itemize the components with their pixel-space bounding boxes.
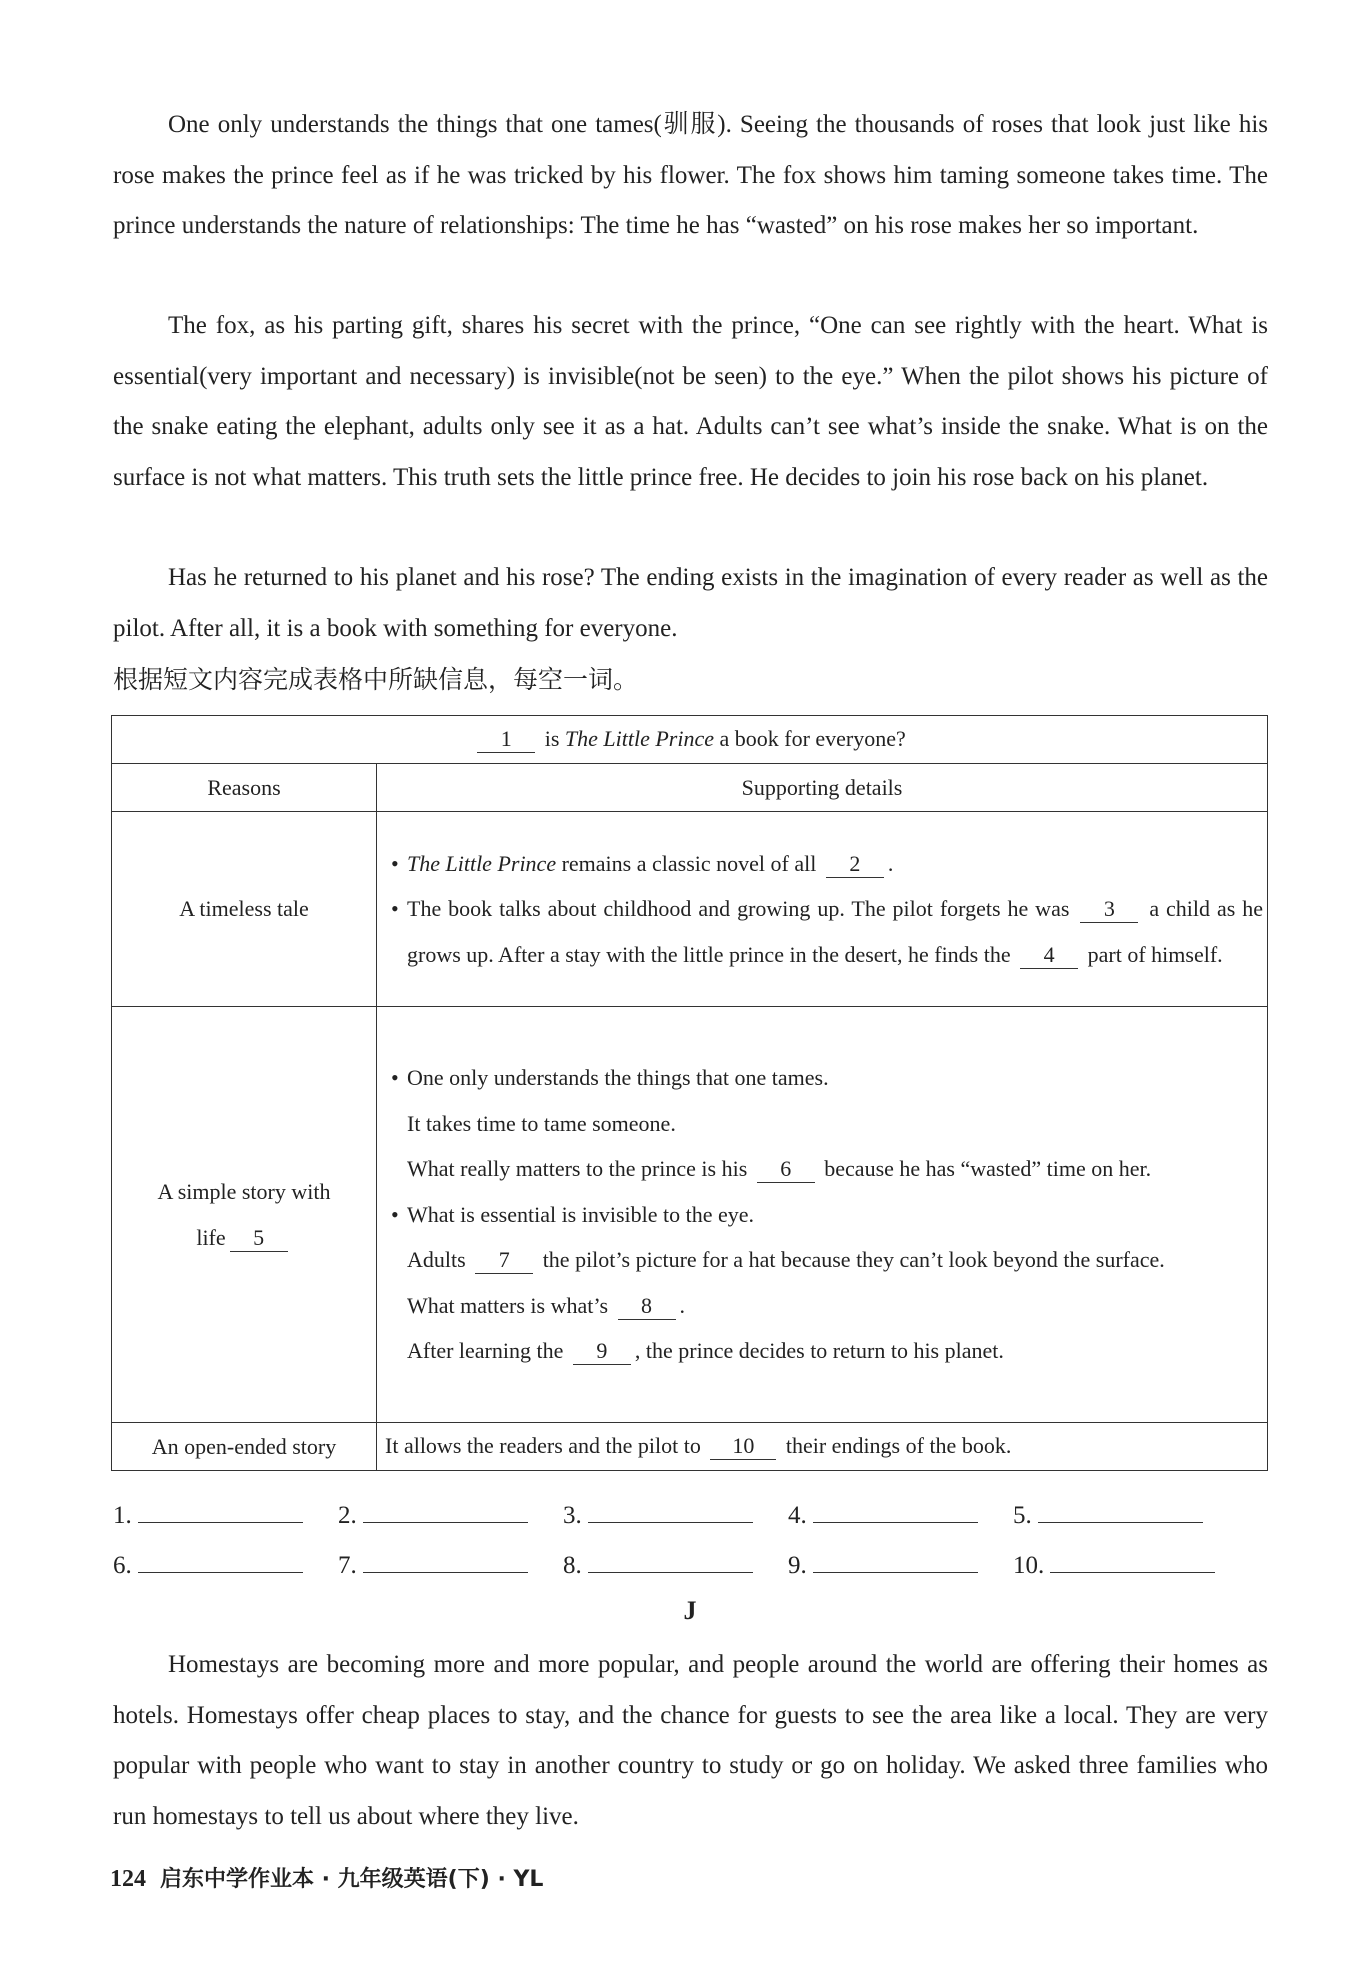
blank-5[interactable]: 5 [230,1225,288,1252]
details-simple-story: • One only understands the things that one tames. It takes time to tame someone. What really matters to the prince is his 6 because he has “wasted” time on her. • What is essential is invisible to the eye. Adults 7 the pilot’s picture for a hat because they can’t look beyond the surface. What matters is what’s 8 . After learning the 9 , the prince decides to return to his planet. [377,1007,1268,1423]
details-timeless-tale [377,812,1268,1007]
reason-simple-story: A simple story with life 5 [112,1007,377,1423]
paragraph-ending: Has he returned to his planet and his rose? The ending exists in the imagination of every reader as well as the pilot. After all, it is a book with something for everyone. [113,564,1268,642]
blank-8[interactable]: 8 [618,1293,676,1320]
answer-5[interactable]: 5. [1013,1500,1203,1530]
paragraph-fox-secret: The fox, as his parting gift, shares his secret with the prince, “One can see rightly with the heart. What is essential(very important and necessary) is invisible(not be seen) to the eye.” When the pilot shows his picture of the snake eating the elephant, adults only see it as a hat. Adults can’t see what’s inside the snake. What is on the surface is not what matters. This truth sets the little prince free. He decides to join his rose back on his planet. [113,312,1268,491]
reason-timeless-tale: A timeless tale [112,812,377,1007]
paragraph-taming: One only understands the things that one tames(驯服). Seeing the thousands of roses that look just like his rose makes the prince feel as if he was tricked by his flower. The fox shows him taming someone takes time. The prince understands the nature of relationships: The time he has “wasted” on his rose makes her so important. [113,111,1268,239]
blank-2[interactable]: 2 [826,851,884,878]
header-details: Supporting details [377,764,1268,812]
section-heading-j: J [683,1596,697,1625]
blank-1[interactable]: 1 [477,726,535,753]
table-title: 1 is The Little Prince a book for everyone? [112,716,1268,764]
page-number: 124 [110,1866,146,1892]
blank-10[interactable]: 10 [710,1433,776,1460]
paragraph-homestays: Homestays are becoming more and more popular, and people around the world are offering their homes as hotels. Homestays offer cheap places to stay, and the chance for guests to see the area like a local. They are very popular with people who want to stay in another country to study or go on holiday. We asked three families who run homestays to tell us about where they live. [113,1651,1268,1830]
blank-4[interactable]: 4 [1020,942,1078,969]
answer-2[interactable]: 2. [338,1500,528,1530]
instruction-text: 根据短文内容完成表格中所缺信息，每空一词。 [113,665,639,694]
answer-9[interactable]: 9. [788,1550,978,1580]
blank-6[interactable]: 6 [757,1156,815,1183]
blank-3[interactable]: 3 [1080,896,1138,923]
blank-7[interactable]: 7 [475,1247,533,1274]
answer-4[interactable]: 4. [788,1500,978,1530]
list-item: • One only understands the things that one tames. [407,1055,1263,1101]
answer-8[interactable]: 8. [563,1550,753,1580]
answer-6[interactable]: 6. [113,1550,303,1580]
answer-7[interactable]: 7. [338,1550,528,1580]
answer-10[interactable]: 10. [1013,1550,1215,1580]
answer-3[interactable]: 3. [563,1500,753,1530]
list-item: • The book talks about childhood and growing up. The pilot forgets he was 3 a child as he grows up. After a stay with the little prince in the desert, he finds the 4 part of himself. [407,886,1263,977]
book-title: 启东中学作业本 · 九年级英语(下) · YL [160,1867,544,1892]
answer-1[interactable]: 1. [113,1500,303,1530]
list-item: • What is essential is invisible to the eye. [407,1192,1263,1238]
info-table [111,715,1268,1471]
list-item: • The Little Prince remains a classic novel of all 2 . [407,841,1263,887]
header-reasons: Reasons [112,764,377,812]
page-footer [110,1862,543,1893]
blank-9[interactable]: 9 [573,1338,631,1365]
reason-open-ended: An open-ended story [112,1423,377,1471]
details-open-ended: It allows the readers and the pilot to 10 their endings of the book. [377,1423,1268,1471]
